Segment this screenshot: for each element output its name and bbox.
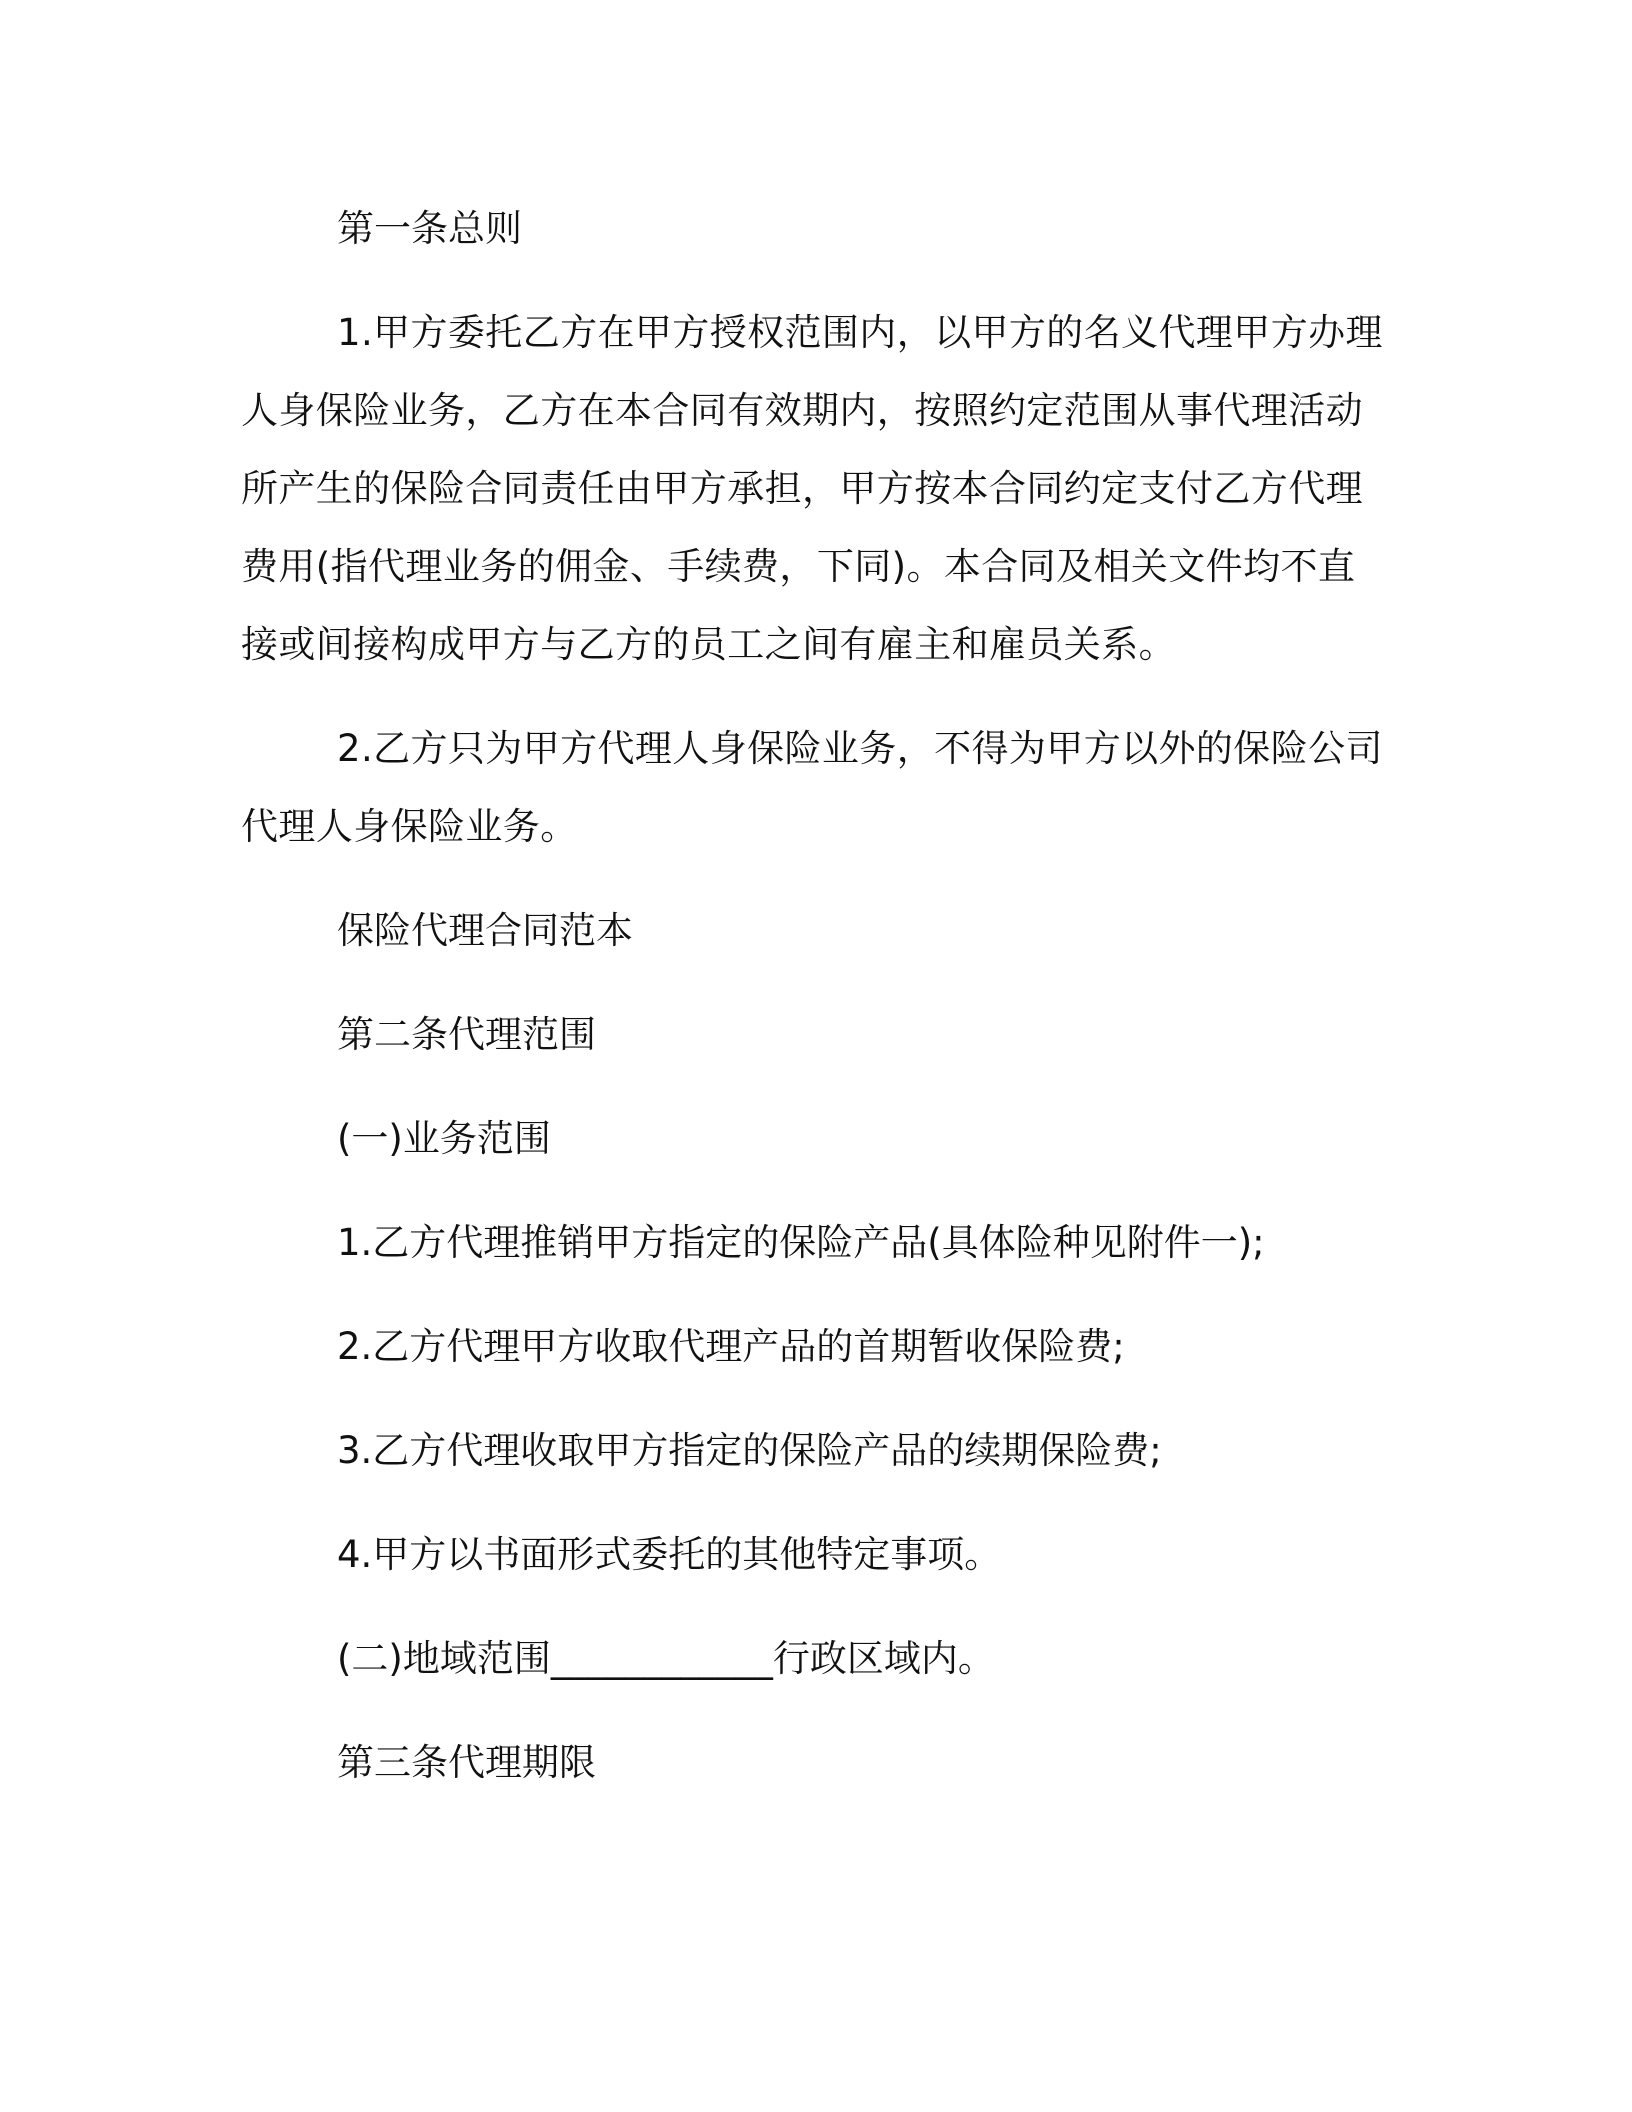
business-scope-heading: (一)业务范围 — [337, 1117, 551, 1160]
scope-item-3: 3.乙方代理收取甲方指定的保险产品的续期保险费; — [337, 1429, 1162, 1472]
article-1-clause-2: 2.乙方只为甲方代理人身保险业务，不得为甲方以外的保险公司代理人身保险业务。 — [241, 727, 1383, 848]
document-title: 保险代理合同范本 — [337, 909, 633, 952]
scope-item-1: 1.乙方代理推销甲方指定的保险产品(具体险种见附件一); — [337, 1221, 1265, 1264]
scope-item-2: 2.乙方代理甲方收取代理产品的首期暂收保险费; — [337, 1325, 1125, 1368]
article-3-heading: 第三条代理期限 — [337, 1741, 596, 1784]
scope-item-4: 4.甲方以书面形式委托的其他特定事项。 — [337, 1533, 1002, 1576]
article-1-heading: 第一条总则 — [337, 207, 522, 250]
geographic-scope: (二)地域范围____________行政区域内。 — [337, 1637, 995, 1680]
document-body — [241, 190, 1391, 1828]
article-1-clause-1: 1.甲方委托乙方在甲方授权范围内，以甲方的名义代理甲方办理人身保险业务，乙方在本合同有效期内，按照约定范围从事代理活动所产生的保险合同责任由甲方承担，甲方按本合同约定支付乙方代理费用(指代理业务的佣金、手续费，下同)。本合同及相关文件均不直接或间接构成甲方与乙方的员工之间有雇主和雇员关系。 — [241, 311, 1383, 666]
article-2-heading: 第二条代理范围 — [337, 1013, 596, 1056]
